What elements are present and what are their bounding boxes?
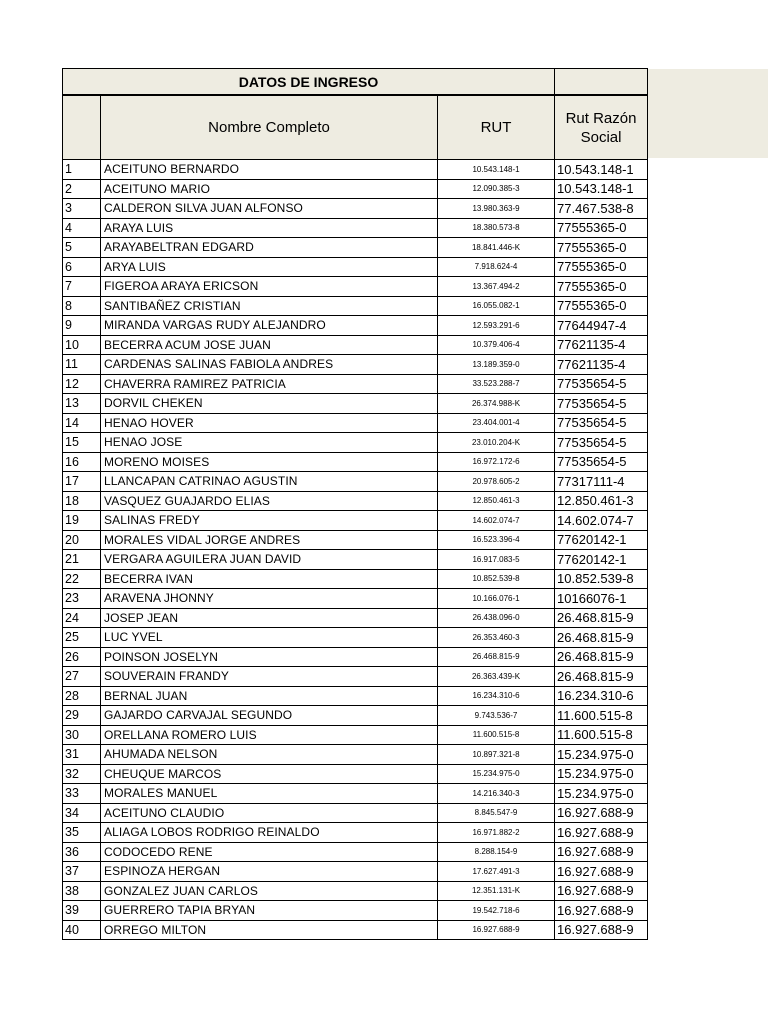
- row-number: 11: [63, 355, 101, 375]
- rut-razon-social-cell: 77317111-4: [555, 472, 648, 492]
- rut-cell: 16.523.396-4: [438, 530, 555, 550]
- rut-cell: 20.978.605-2: [438, 472, 555, 492]
- full-name-cell: BECERRA ACUM JOSE JUAN: [101, 335, 438, 355]
- rut-cell: 26.374.988-K: [438, 394, 555, 414]
- row-number: 33: [63, 784, 101, 804]
- rut-cell: 15.234.975-0: [438, 764, 555, 784]
- rut-cell: 13.980.363-9: [438, 199, 555, 219]
- table-row: [63, 433, 648, 453]
- rut-cell: 33.523.288-7: [438, 374, 555, 394]
- table-row: [63, 413, 648, 433]
- row-number: 30: [63, 725, 101, 745]
- table-row: [63, 199, 648, 219]
- rut-cell: 10.166.076-1: [438, 589, 555, 609]
- row-number: 39: [63, 901, 101, 921]
- rut-cell: 19.542.718-6: [438, 901, 555, 921]
- header-number: [63, 95, 101, 160]
- table-row: [63, 647, 648, 667]
- rut-cell: 12.090.385-3: [438, 179, 555, 199]
- table-row: [63, 179, 648, 199]
- table-row: [63, 355, 648, 375]
- header-rut: RUT: [438, 95, 555, 160]
- rut-cell: 13.189.359-0: [438, 355, 555, 375]
- row-number: 7: [63, 277, 101, 297]
- rut-razon-social-cell: 26.468.815-9: [555, 608, 648, 628]
- rut-cell: 26.353.460-3: [438, 628, 555, 648]
- full-name-cell: DORVIL CHEKEN: [101, 394, 438, 414]
- rut-cell: 26.438.096-0: [438, 608, 555, 628]
- full-name-cell: MIRANDA VARGAS RUDY ALEJANDRO: [101, 316, 438, 336]
- rut-cell: 10.852.539-8: [438, 569, 555, 589]
- full-name-cell: CODOCEDO RENE: [101, 842, 438, 862]
- table-row: [63, 238, 648, 258]
- rut-razon-social-cell: 10.852.539-8: [555, 569, 648, 589]
- rut-razon-social-cell: 77555365-0: [555, 277, 648, 297]
- row-number: 25: [63, 628, 101, 648]
- rut-cell: 26.468.815-9: [438, 647, 555, 667]
- table-row: [63, 608, 648, 628]
- rut-razon-social-cell: 77535654-5: [555, 452, 648, 472]
- row-number: 18: [63, 491, 101, 511]
- row-number: 34: [63, 803, 101, 823]
- table-row: [63, 706, 648, 726]
- full-name-cell: MORENO MOISES: [101, 452, 438, 472]
- rut-cell: 16.971.882-2: [438, 823, 555, 843]
- rut-razon-social-cell: 77555365-0: [555, 257, 648, 277]
- table-row: [63, 335, 648, 355]
- table-row: [63, 686, 648, 706]
- row-number: 36: [63, 842, 101, 862]
- rut-razon-social-cell: 77621135-4: [555, 355, 648, 375]
- row-number: 19: [63, 511, 101, 531]
- rut-razon-social-cell: 77535654-5: [555, 394, 648, 414]
- rut-razon-social-cell: 26.468.815-9: [555, 647, 648, 667]
- full-name-cell: ORREGO MILTON: [101, 920, 438, 940]
- row-number: 31: [63, 745, 101, 765]
- table-row: [63, 530, 648, 550]
- full-name-cell: GAJARDO CARVAJAL SEGUNDO: [101, 706, 438, 726]
- row-number: 20: [63, 530, 101, 550]
- rut-razon-social-cell: 77535654-5: [555, 413, 648, 433]
- rut-razon-social-cell: 12.850.461-3: [555, 491, 648, 511]
- table-title: DATOS DE INGRESO: [63, 69, 555, 96]
- rut-razon-social-cell: 10166076-1: [555, 589, 648, 609]
- rut-cell: 7.918.624-4: [438, 257, 555, 277]
- rut-cell: 18.841.446-K: [438, 238, 555, 258]
- full-name-cell: LLANCAPAN CATRINAO AGUSTIN: [101, 472, 438, 492]
- rut-cell: 14.602.074-7: [438, 511, 555, 531]
- rut-razon-social-cell: 14.602.074-7: [555, 511, 648, 531]
- rut-cell: 16.055.082-1: [438, 296, 555, 316]
- row-number: 17: [63, 472, 101, 492]
- rut-cell: 16.927.688-9: [438, 920, 555, 940]
- table-row: [63, 218, 648, 238]
- full-name-cell: ARAYABELTRAN EDGARD: [101, 238, 438, 258]
- full-name-cell: CHEUQUE MARCOS: [101, 764, 438, 784]
- rut-cell: 26.363.439-K: [438, 667, 555, 687]
- full-name-cell: ARAYA LUIS: [101, 218, 438, 238]
- row-number: 16: [63, 452, 101, 472]
- table-row: [63, 316, 648, 336]
- rut-cell: 14.216.340-3: [438, 784, 555, 804]
- rut-razon-social-cell: 10.543.148-1: [555, 160, 648, 180]
- rut-razon-social-cell: 77620142-1: [555, 530, 648, 550]
- row-number: 3: [63, 199, 101, 219]
- rut-razon-social-cell: 10.543.148-1: [555, 179, 648, 199]
- rut-razon-social-cell: 11.600.515-8: [555, 706, 648, 726]
- full-name-cell: GONZALEZ JUAN CARLOS: [101, 881, 438, 901]
- table-row: [63, 257, 648, 277]
- rut-cell: 10.543.148-1: [438, 160, 555, 180]
- rut-razon-social-cell: 16.234.310-6: [555, 686, 648, 706]
- data-table: [62, 68, 648, 940]
- table-row: [63, 784, 648, 804]
- table-row: [63, 491, 648, 511]
- rut-razon-social-cell: 77535654-5: [555, 374, 648, 394]
- rut-razon-social-cell: 16.927.688-9: [555, 881, 648, 901]
- rut-razon-social-cell: 77555365-0: [555, 296, 648, 316]
- table-row: [63, 842, 648, 862]
- rut-razon-social-cell: 11.600.515-8: [555, 725, 648, 745]
- full-name-cell: MORALES VIDAL JORGE ANDRES: [101, 530, 438, 550]
- rut-cell: 10.897.321-8: [438, 745, 555, 765]
- table-row: [63, 823, 648, 843]
- row-number: 23: [63, 589, 101, 609]
- rut-razon-social-cell: 26.468.815-9: [555, 628, 648, 648]
- row-number: 35: [63, 823, 101, 843]
- table-body: [63, 160, 648, 940]
- row-number: 8: [63, 296, 101, 316]
- row-number: 6: [63, 257, 101, 277]
- rut-razon-social-cell: 77620142-1: [555, 550, 648, 570]
- row-number: 2: [63, 179, 101, 199]
- row-number: 12: [63, 374, 101, 394]
- table-row: [63, 901, 648, 921]
- rut-cell: 8.845.547-9: [438, 803, 555, 823]
- rut-razon-social-cell: 16.927.688-9: [555, 862, 648, 882]
- row-number: 22: [63, 569, 101, 589]
- row-number: 5: [63, 238, 101, 258]
- full-name-cell: FIGEROA ARAYA ERICSON: [101, 277, 438, 297]
- table-row: [63, 628, 648, 648]
- row-number: 9: [63, 316, 101, 336]
- header-band-extension: [646, 69, 768, 158]
- rut-razon-social-cell: 15.234.975-0: [555, 764, 648, 784]
- rut-cell: 17.627.491-3: [438, 862, 555, 882]
- rut-cell: 16.917.083-5: [438, 550, 555, 570]
- rut-razon-social-cell: 26.468.815-9: [555, 667, 648, 687]
- full-name-cell: HENAO JOSE: [101, 433, 438, 453]
- table-row: [63, 862, 648, 882]
- rut-razon-social-cell: 77555365-0: [555, 218, 648, 238]
- rut-razon-social-cell: 77621135-4: [555, 335, 648, 355]
- row-number: 10: [63, 335, 101, 355]
- full-name-cell: BECERRA IVAN: [101, 569, 438, 589]
- rut-cell: 13.367.494-2: [438, 277, 555, 297]
- rut-cell: 12.593.291-6: [438, 316, 555, 336]
- rut-razon-social-cell: 77555365-0: [555, 238, 648, 258]
- rut-cell: 10.379.406-4: [438, 335, 555, 355]
- full-name-cell: VASQUEZ GUAJARDO ELIAS: [101, 491, 438, 511]
- row-number: 32: [63, 764, 101, 784]
- full-name-cell: HENAO HOVER: [101, 413, 438, 433]
- row-number: 15: [63, 433, 101, 453]
- full-name-cell: ACEITUNO BERNARDO: [101, 160, 438, 180]
- row-number: 28: [63, 686, 101, 706]
- full-name-cell: CALDERON SILVA JUAN ALFONSO: [101, 199, 438, 219]
- full-name-cell: ALIAGA LOBOS RODRIGO REINALDO: [101, 823, 438, 843]
- table-row: [63, 296, 648, 316]
- table-row: [63, 374, 648, 394]
- full-name-cell: VERGARA AGUILERA JUAN DAVID: [101, 550, 438, 570]
- rut-razon-social-cell: 77.467.538-8: [555, 199, 648, 219]
- row-number: 29: [63, 706, 101, 726]
- full-name-cell: ACEITUNO CLAUDIO: [101, 803, 438, 823]
- table-row: [63, 667, 648, 687]
- rut-cell: 11.600.515-8: [438, 725, 555, 745]
- full-name-cell: BERNAL JUAN: [101, 686, 438, 706]
- table-row: [63, 394, 648, 414]
- rut-cell: 8.288.154-9: [438, 842, 555, 862]
- rut-cell: 23.404.001-4: [438, 413, 555, 433]
- full-name-cell: CHAVERRA RAMIREZ PATRICIA: [101, 374, 438, 394]
- full-name-cell: ARAVENA JHONNY: [101, 589, 438, 609]
- header-name: Nombre Completo: [101, 95, 438, 160]
- rut-razon-social-cell: 15.234.975-0: [555, 745, 648, 765]
- row-number: 24: [63, 608, 101, 628]
- table-row: [63, 277, 648, 297]
- rut-cell: 9.743.536-7: [438, 706, 555, 726]
- table-row: [63, 511, 648, 531]
- full-name-cell: POINSON JOSELYN: [101, 647, 438, 667]
- table-row: [63, 452, 648, 472]
- row-number: 40: [63, 920, 101, 940]
- table-row: [63, 881, 648, 901]
- rut-cell: 16.972.172-6: [438, 452, 555, 472]
- row-number: 14: [63, 413, 101, 433]
- rut-razon-social-cell: 16.927.688-9: [555, 842, 648, 862]
- rut-razon-social-cell: 16.927.688-9: [555, 920, 648, 940]
- rut-cell: 18.380.573-8: [438, 218, 555, 238]
- row-number: 38: [63, 881, 101, 901]
- full-name-cell: SALINAS FREDY: [101, 511, 438, 531]
- rut-razon-social-cell: 16.927.688-9: [555, 803, 648, 823]
- full-name-cell: GUERRERO TAPIA BRYAN: [101, 901, 438, 921]
- header-razon-social: [555, 95, 648, 160]
- rut-cell: 23.010.204-K: [438, 433, 555, 453]
- row-number: 1: [63, 160, 101, 180]
- row-number: 4: [63, 218, 101, 238]
- rut-razon-social-cell: 77644947-4: [555, 316, 648, 336]
- full-name-cell: AHUMADA NELSON: [101, 745, 438, 765]
- full-name-cell: ESPINOZA HERGAN: [101, 862, 438, 882]
- table-row: [63, 472, 648, 492]
- header-razon-line1: Rut Razón: [565, 109, 637, 127]
- table-row: [63, 803, 648, 823]
- rut-razon-social-cell: 16.927.688-9: [555, 901, 648, 921]
- full-name-cell: CARDENAS SALINAS FABIOLA ANDRES: [101, 355, 438, 375]
- table-row: [63, 160, 648, 180]
- full-name-cell: ARYA LUIS: [101, 257, 438, 277]
- table-row: [63, 725, 648, 745]
- full-name-cell: SANTIBAÑEZ CRISTIAN: [101, 296, 438, 316]
- title-blank-cell: [555, 69, 648, 96]
- full-name-cell: SOUVERAIN FRANDY: [101, 667, 438, 687]
- table-row: [63, 589, 648, 609]
- header-razon-line2: Social: [580, 128, 622, 146]
- row-number: 27: [63, 667, 101, 687]
- table-row: [63, 745, 648, 765]
- rut-razon-social-cell: 77535654-5: [555, 433, 648, 453]
- rut-cell: 12.351.131-K: [438, 881, 555, 901]
- row-number: 13: [63, 394, 101, 414]
- full-name-cell: ACEITUNO MARIO: [101, 179, 438, 199]
- table-row: [63, 550, 648, 570]
- rut-cell: 16.234.310-6: [438, 686, 555, 706]
- rut-razon-social-cell: 16.927.688-9: [555, 823, 648, 843]
- full-name-cell: JOSEP JEAN: [101, 608, 438, 628]
- row-number: 21: [63, 550, 101, 570]
- table-row: [63, 920, 648, 940]
- row-number: 37: [63, 862, 101, 882]
- row-number: 26: [63, 647, 101, 667]
- full-name-cell: ORELLANA ROMERO LUIS: [101, 725, 438, 745]
- rut-razon-social-cell: 15.234.975-0: [555, 784, 648, 804]
- full-name-cell: LUC YVEL: [101, 628, 438, 648]
- full-name-cell: MORALES MANUEL: [101, 784, 438, 804]
- table-row: [63, 764, 648, 784]
- table-row: [63, 569, 648, 589]
- rut-cell: 12.850.461-3: [438, 491, 555, 511]
